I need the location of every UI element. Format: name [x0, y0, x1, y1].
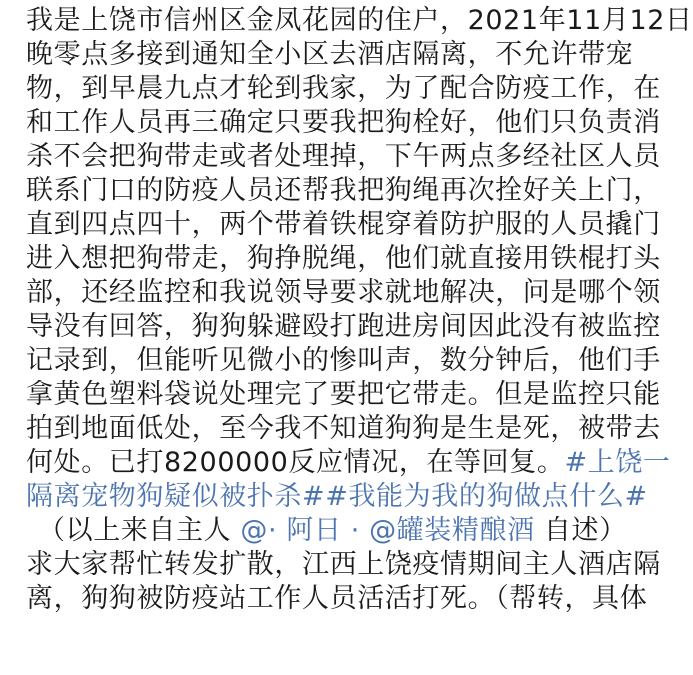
footer-line-2: 离，狗狗被防疫站工作人员活活打死。（帮转，具体	[26, 583, 648, 614]
hashtag-link-start[interactable]: #上饶一	[564, 447, 671, 478]
footer-line-1: 求大家帮忙转发扩散，江西上饶疫情期间主人酒店隔	[26, 549, 661, 580]
attribution-line	[0, 514, 640, 548]
post-line-5: 杀不会把狗带走或者处理掉，下午两点多经社区人员	[26, 141, 661, 172]
hashtag-link-my-dog[interactable]: #我能为我的狗做点什么#	[325, 481, 648, 512]
hashtag-link-end[interactable]: 隔离宠物狗疑似被扑杀#	[26, 481, 326, 512]
post-line-10: 导没有回答，狗狗躲避殴打跑进房间因此没有被监控	[26, 311, 661, 342]
post-body	[0, 4, 693, 616]
user-mention-link[interactable]: @· 阿日 · @罐装精酿酒	[240, 515, 535, 546]
post-line-15	[0, 480, 648, 514]
post-line-7: 直到四点四十，两个带着铁棍穿着防护服的人员撬门	[26, 209, 661, 240]
post-line-12: 拿黄色塑料袋说处理完了要把它带走。但是监控只能	[26, 379, 661, 410]
post-line-2: 晚零点多接到通知全小区去酒店隔离，不允许带宠	[26, 39, 634, 70]
post-line-1: 我是上饶市信州区金凤花园的住户，2021年11月12日	[26, 5, 693, 36]
post-line-11: 记录到，但能听见微小的惨叫声，数分钟后，他们手	[26, 345, 661, 376]
attribution-close: 自述）	[543, 515, 627, 546]
post-line-6: 联系门口的防疫人员还帮我把狗绳再次拴好关上门，	[26, 175, 661, 206]
post-line-14	[0, 446, 671, 480]
post-line-4: 和工作人员再三确定只要我把狗栓好，他们只负责消	[26, 107, 661, 138]
attribution-open: （以上来自主人	[38, 515, 232, 546]
post-line-13: 拍到地面低处，至今我不知道狗狗是生是死，被带去	[26, 413, 661, 444]
post-line-3: 物，到早晨九点才轮到我家，为了配合防疫工作，在	[26, 73, 661, 104]
post-line-9: 部，还经监控和我说领导要求就地解决，问是哪个领	[26, 277, 661, 308]
post-line-14-text: 何处。已打8200000反应情况，在等回复。	[26, 447, 565, 478]
post-line-8: 进入想把狗带走，狗挣脱绳，他们就直接用铁棍打头	[26, 243, 661, 274]
